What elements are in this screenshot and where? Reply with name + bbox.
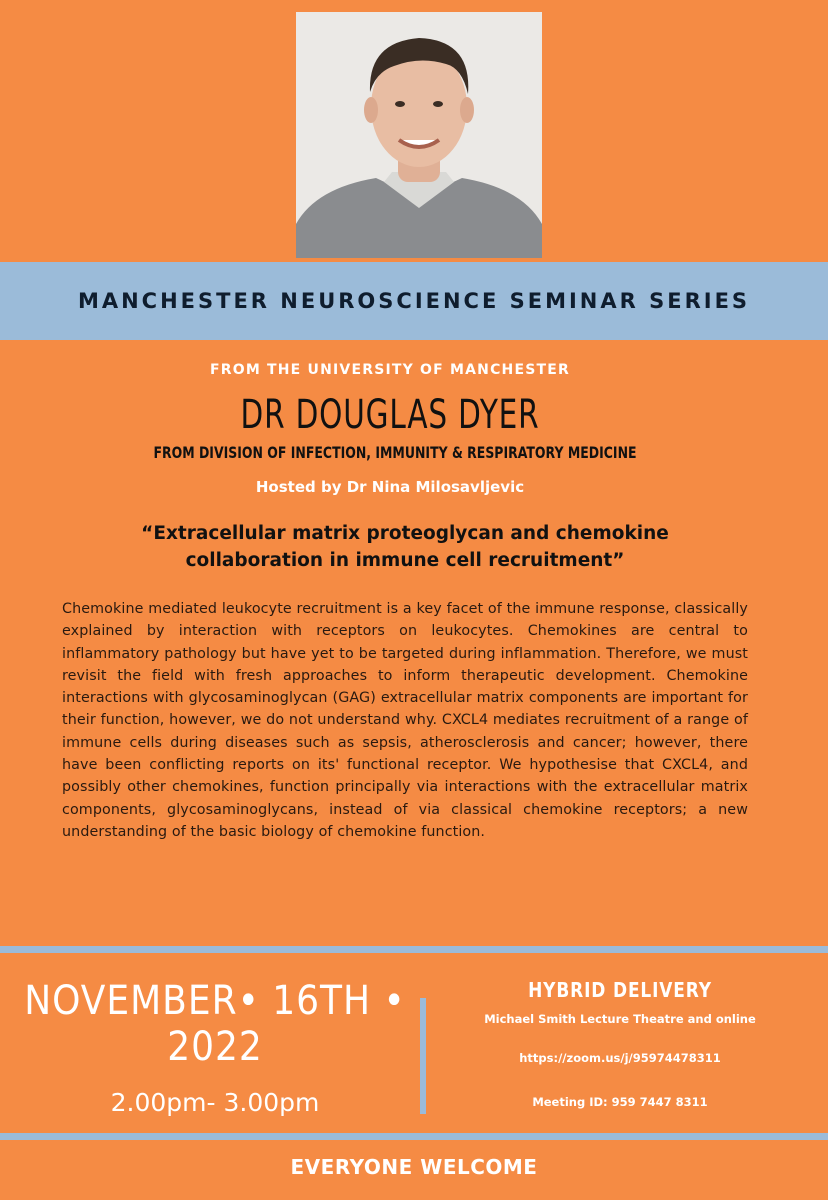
event-date xyxy=(10,978,420,1070)
event-date-line2: 2022 xyxy=(167,1024,263,1070)
delivery-info xyxy=(440,978,800,1109)
speaker-portrait-image xyxy=(296,12,542,258)
speaker-division: FROM DIVISION OF INFECTION, IMMUNITY & RESPIRATORY MEDICINE xyxy=(153,443,637,462)
divider-vertical xyxy=(420,998,426,1114)
event-date-line1: NOVEMBER• 16TH • xyxy=(24,978,406,1024)
host-line: Hosted by Dr Nina Milosavljevic xyxy=(255,478,525,496)
welcome-line: EVERYONE WELCOME xyxy=(290,1155,538,1179)
event-time: 2.00pm- 3.00pm xyxy=(110,1088,320,1117)
talk-title: “Extracellular matrix proteoglycan and chemokine collaboration in immune cell recruitment” xyxy=(141,523,669,571)
venue: Michael Smith Lecture Theatre and online xyxy=(484,1012,756,1026)
speaker-name: DR DOUGLAS DYER xyxy=(240,392,540,438)
zoom-link[interactable]: https://zoom.us/j/95974478311 xyxy=(519,1051,721,1065)
speaker-photo xyxy=(296,12,542,258)
divider-top xyxy=(0,946,828,953)
series-banner xyxy=(0,262,828,340)
affiliation-line: FROM THE UNIVERSITY OF MANCHESTER xyxy=(209,362,571,378)
meeting-id: Meeting ID: 959 7447 8311 xyxy=(532,1095,708,1109)
talk-abstract: Chemokine mediated leukocyte recruitment is a key facet of the immune response, classically explained by interaction with receptors on leukocytes. Chemokines are central to inflammatory pathology but have yet to be targeted during inflammation. Therefore, we must revisit the field with fresh approaches to inform therapeutic development. Chemokine interactions with glycosaminoglycan (GAG) extracellular matrix components are important for their function, however, we do not understand why. CXCL4 mediates recruitment of a range of immune cells during diseases such as sepsis, atherosclerosis and cancer; however, there have been conflicting reports on its' functional receptor. We hypothesise that CXCL4, and possibly other chemokines, function principally via interactions with the extracellular matrix components, glycosaminoglycans, instead of via classical chemokine receptors; a new understanding of the basic biology of chemokine function. xyxy=(62,601,748,840)
delivery-mode: HYBRID DELIVERY xyxy=(528,978,712,1002)
series-title: MANCHESTER NEUROSCIENCE SEMINAR SERIES xyxy=(77,289,751,313)
divider-bottom xyxy=(0,1133,828,1140)
